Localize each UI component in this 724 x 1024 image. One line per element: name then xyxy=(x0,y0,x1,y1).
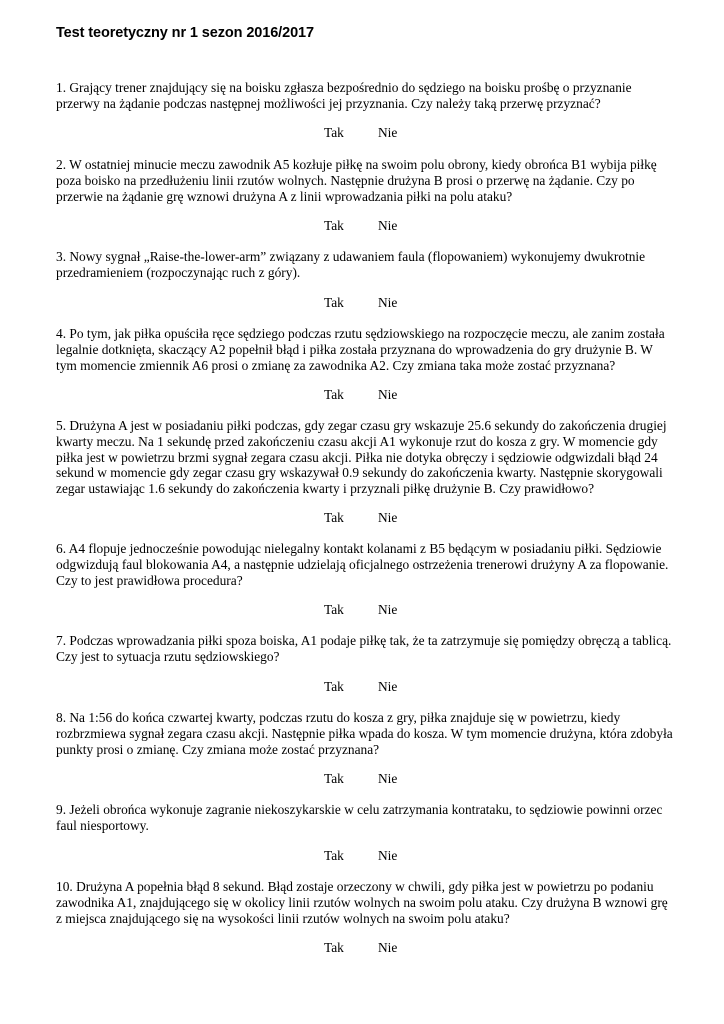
question-8: 8. Na 1:56 do końca czwartej kwarty, podczas rzutu do kosza z gry, piłka znajduje się w powietrzu, kiedy rozbrzmiewa sygnał zegara czasu akcji. Następnie piłka wpada do kosza. W tym momencie drużyna, która zdobyła punkty prosi o zmianę. Czy zmiana może zostać przyznana? xyxy=(56,710,673,757)
answer-no[interactable]: Nie xyxy=(378,679,398,694)
answer-no[interactable]: Nie xyxy=(378,387,398,402)
answer-yes[interactable]: Tak xyxy=(324,125,344,140)
answer-yes[interactable]: Tak xyxy=(324,602,344,617)
answer-no[interactable]: Nie xyxy=(378,510,398,525)
answer-no[interactable]: Nie xyxy=(378,848,398,863)
answer-yes[interactable]: Tak xyxy=(324,679,344,694)
answer-no[interactable]: Nie xyxy=(378,125,398,140)
answer-yes[interactable]: Tak xyxy=(324,940,344,955)
answer-no[interactable]: Nie xyxy=(378,218,398,233)
question-3: 3. Nowy sygnał „Raise-the-lower-arm” związany z udawaniem faula (flopowaniem) wykonujemy dwukrotnie przedramieniem (rozpoczynając ruch z góry). xyxy=(56,249,646,280)
answer-options-5 xyxy=(324,510,397,526)
question-7: 7. Podczas wprowadzania piłki spoza boiska, A1 podaje piłkę tak, że ta zatrzymuje się pomiędzy obręczą a tablicą. Czy jest to sytuacja rzutu sędziowskiego? xyxy=(56,633,672,664)
question-9: 9. Jeżeli obrońca wykonuje zagranie niekoszykarskie w celu zatrzymania kontrataku, to sędziowie powinni orzec faul niesportowy. xyxy=(56,802,663,833)
answer-options-8 xyxy=(324,771,397,787)
page-title: Test teoretyczny nr 1 sezon 2016/2017 xyxy=(56,25,314,41)
answer-options-4 xyxy=(324,387,397,403)
answer-options-6 xyxy=(324,602,397,618)
answer-options-10 xyxy=(324,940,397,956)
answer-no[interactable]: Nie xyxy=(378,295,398,310)
question-4: 4. Po tym, jak piłka opuściła ręce sędziego podczas rzutu sędziowskiego na rozpoczęcie meczu, ale zanim została legalnie dotknięta, skaczący A2 popełnił błąd i piłka została przyznana do wprowadzenia do gry drużynie B. W tym momencie zmiennik A6 prosi o zmianę za zawodnika A2. Czy zmiana taka może zostać przyznana? xyxy=(56,326,665,373)
answer-yes[interactable]: Tak xyxy=(324,295,344,310)
answer-no[interactable]: Nie xyxy=(378,940,398,955)
answer-options-9 xyxy=(324,848,397,864)
answer-options-7 xyxy=(324,679,397,695)
answer-no[interactable]: Nie xyxy=(378,602,398,617)
question-10: 10. Drużyna A popełnia błąd 8 sekund. Błąd zostaje orzeczony w chwili, gdy piłka jest w powietrzu po podaniu zawodnika A1, znajdującego się w okolicy linii rzutów wolnych na swoim polu ataku. Czy drużyna B wznowi grę z miejsca znajdującego się na wysokości linii rzutów wolnych na swoim polu ataku? xyxy=(56,879,668,926)
answer-yes[interactable]: Tak xyxy=(324,387,344,402)
question-1: 1. Grający trener znajdujący się na boisku zgłasza bezpośrednio do sędziego na boisku prośbę o przyznanie przerwy na żądanie podczas następnej możliwości jej przyznania. Czy należy taką przerwę przyznać? xyxy=(56,80,632,111)
answer-yes[interactable]: Tak xyxy=(324,848,344,863)
answer-yes[interactable]: Tak xyxy=(324,218,344,233)
answer-options-2 xyxy=(324,218,397,234)
answer-yes[interactable]: Tak xyxy=(324,771,344,786)
answer-options-1 xyxy=(324,125,397,141)
answer-options-3 xyxy=(324,295,397,311)
question-6: 6. A4 flopuje jednocześnie powodując nielegalny kontakt kolanami z B5 będącym w posiadaniu piłki. Sędziowie odgwizdują faul blokowania A4, a następnie udzielają oficjalnego ostrzeżenia trenerowi drużyny A za flopowanie. Czy to jest prawidłowa procedura? xyxy=(56,541,669,588)
answer-no[interactable]: Nie xyxy=(378,771,398,786)
question-5: 5. Drużyna A jest w posiadaniu piłki podczas, gdy zegar czasu gry wskazuje 25.6 sekundy do zakończenia drugiej kwarty meczu. Na 1 sekundę przed zakończeniu czasu akcji A1 wykonuje rzut do kosza z gry. W momencie gdy piłka jest w powietrzu brzmi sygnał zegara czasu akcji. Piłka nie dotyka obręczy i sędziowie odgwizdali błąd 24 sekund w momencie gdy zegar czasu gry wskazywał 0.9 sekundy do zakończenia kwarty. Następnie skorygowali zegar ustawiając 1.6 sekundy do zakończenia kwarty i przyznali piłkę drużynie B. Czy prawidłowo? xyxy=(56,418,667,497)
answer-yes[interactable]: Tak xyxy=(324,510,344,525)
question-2: 2. W ostatniej minucie meczu zawodnik A5 kozłuje piłkę na swoim polu obrony, kiedy obrońca B1 wybija piłkę poza boisko na przedłużeniu linii rzutów wolnych. Następnie drużyna B prosi o przerwę na żądanie. Czy po przerwie na żądanie grę wznowi drużyna A z linii wprowadzania piłki na polu ataku? xyxy=(56,157,657,204)
